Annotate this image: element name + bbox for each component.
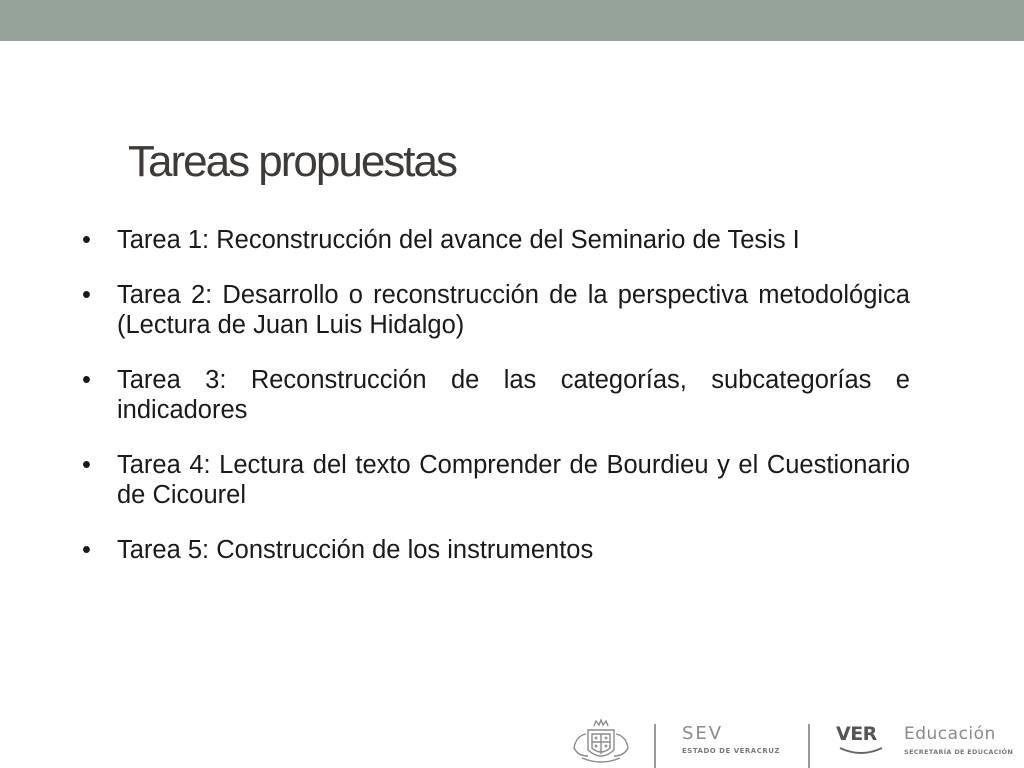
sev-logo bbox=[682, 724, 780, 755]
logo-divider bbox=[654, 724, 656, 768]
bullet-icon: • bbox=[82, 226, 91, 254]
list-item-text: Tarea 4: Lectura del texto Comprender de Bourdieu y el Cuestionario de Cicourel bbox=[117, 451, 910, 509]
slide-title: Tareas propuestas bbox=[128, 137, 456, 186]
bullet-icon: • bbox=[82, 281, 91, 309]
bullet-icon: • bbox=[82, 451, 91, 479]
list-item bbox=[82, 280, 910, 340]
list-item bbox=[82, 535, 910, 565]
list-item-text: Tarea 3: Reconstrucción de las categorías, subcategorías e indicadores bbox=[117, 366, 910, 424]
sev-subtitle: ESTADO DE VERACRUZ bbox=[682, 747, 780, 755]
list-item bbox=[82, 365, 910, 425]
bullet-icon: • bbox=[82, 366, 91, 394]
ver-wordmark: VER bbox=[836, 723, 877, 745]
educacion-logo bbox=[904, 724, 1013, 756]
ver-logo bbox=[836, 724, 876, 744]
educacion-wordmark: Educación bbox=[904, 724, 996, 744]
top-color-band bbox=[0, 0, 1024, 41]
list-item-text: Tarea 2: Desarrollo o reconstrucción de la perspectiva metodológica (Lectura de Juan Luis Hidalgo) bbox=[117, 281, 910, 339]
veracruz-coat-of-arms-icon bbox=[570, 716, 632, 768]
list-item-text: Tarea 5: Construcción de los instrumentos bbox=[117, 536, 594, 564]
sev-wordmark: SEV bbox=[682, 723, 724, 744]
bullet-icon: • bbox=[82, 536, 91, 564]
ver-smile-icon bbox=[838, 746, 884, 756]
educacion-subtitle: SECRETARÍA DE EDUCACIÓN bbox=[904, 748, 1014, 756]
footer-logos bbox=[560, 712, 1024, 768]
list-item-text: Tarea 1: Reconstrucción del avance del Seminario de Tesis I bbox=[117, 226, 800, 254]
list-item bbox=[82, 225, 910, 255]
task-list bbox=[82, 225, 910, 590]
logo-divider bbox=[808, 724, 810, 768]
list-item bbox=[82, 450, 910, 510]
